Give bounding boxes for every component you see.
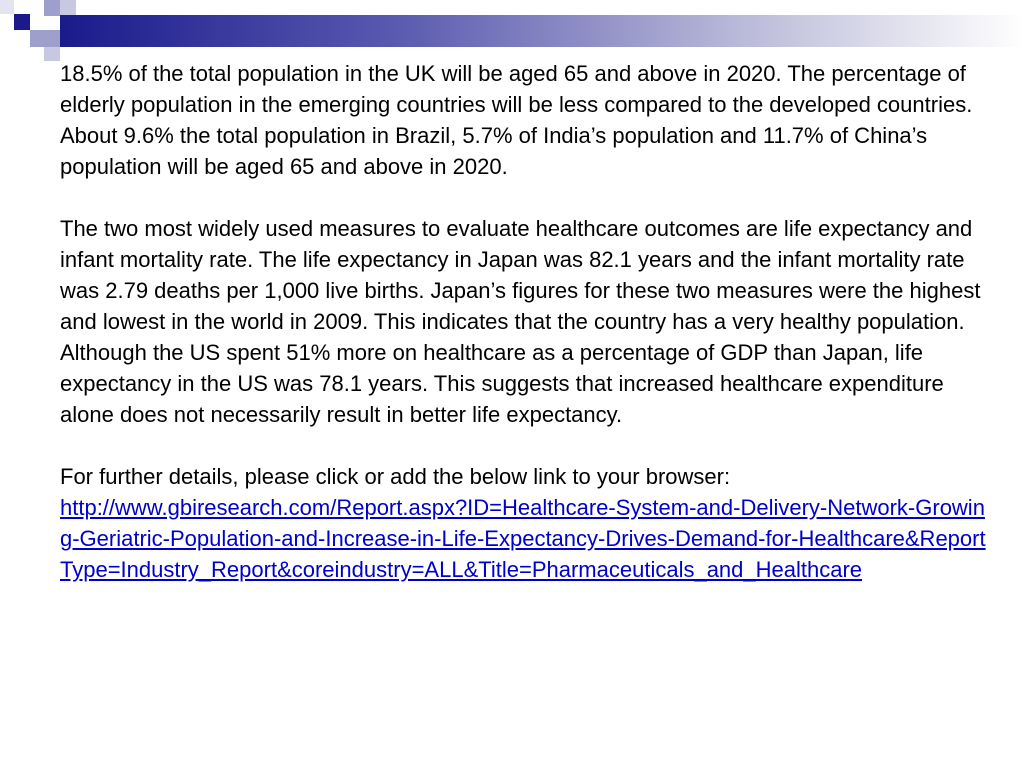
paragraph-elderly-population: 18.5% of the total population in the UK will be aged 65 and above in 2020. The percentage of elderly population in the emerging countries will be less compared to the developed countries. About 9.6% the total population in Brazil, 5.7% of India’s population and 11.7% of China’s population will be aged 65 and above in 2020. [60, 61, 973, 179]
header-gradient-bar [60, 15, 1024, 47]
report-link[interactable]: http://www.gbiresearch.com/Report.aspx?ID=Healthcare-System-and-Delivery-Network-Growing-Geriatric-Population-and-Increase-in-Life-Expectancy-Drives-Demand-for-Healthcare&ReportType=Industry_Report&coreindustry=ALL&Title=Pharmaceuticals_and_Healthcare [60, 495, 986, 582]
link-section [60, 461, 990, 585]
decor-square [44, 47, 60, 61]
decor-square [44, 0, 60, 16]
slide-body [60, 58, 990, 585]
decor-square [0, 0, 14, 14]
decor-square [14, 14, 30, 30]
decor-square [60, 0, 76, 15]
paragraph-healthcare-outcomes: The two most widely used measures to evaluate healthcare outcomes are life expectancy and infant mortality rate. The life expectancy in Japan was 82.1 years and the infant mortality rate was 2.79 deaths per 1,000 live births. Japan’s figures for these two measures were the highest and lowest in the world in 2009. This indicates that the country has a very healthy population. Although the US spent 51% more on healthcare as a percentage of GDP than Japan, life expectancy in the US was 78.1 years. This suggests that increased healthcare expenditure alone does not necessarily result in better life expectancy. [60, 216, 981, 427]
link-intro: For further details, please click or add the below link to your browser: [60, 464, 731, 489]
decor-square [30, 30, 60, 47]
